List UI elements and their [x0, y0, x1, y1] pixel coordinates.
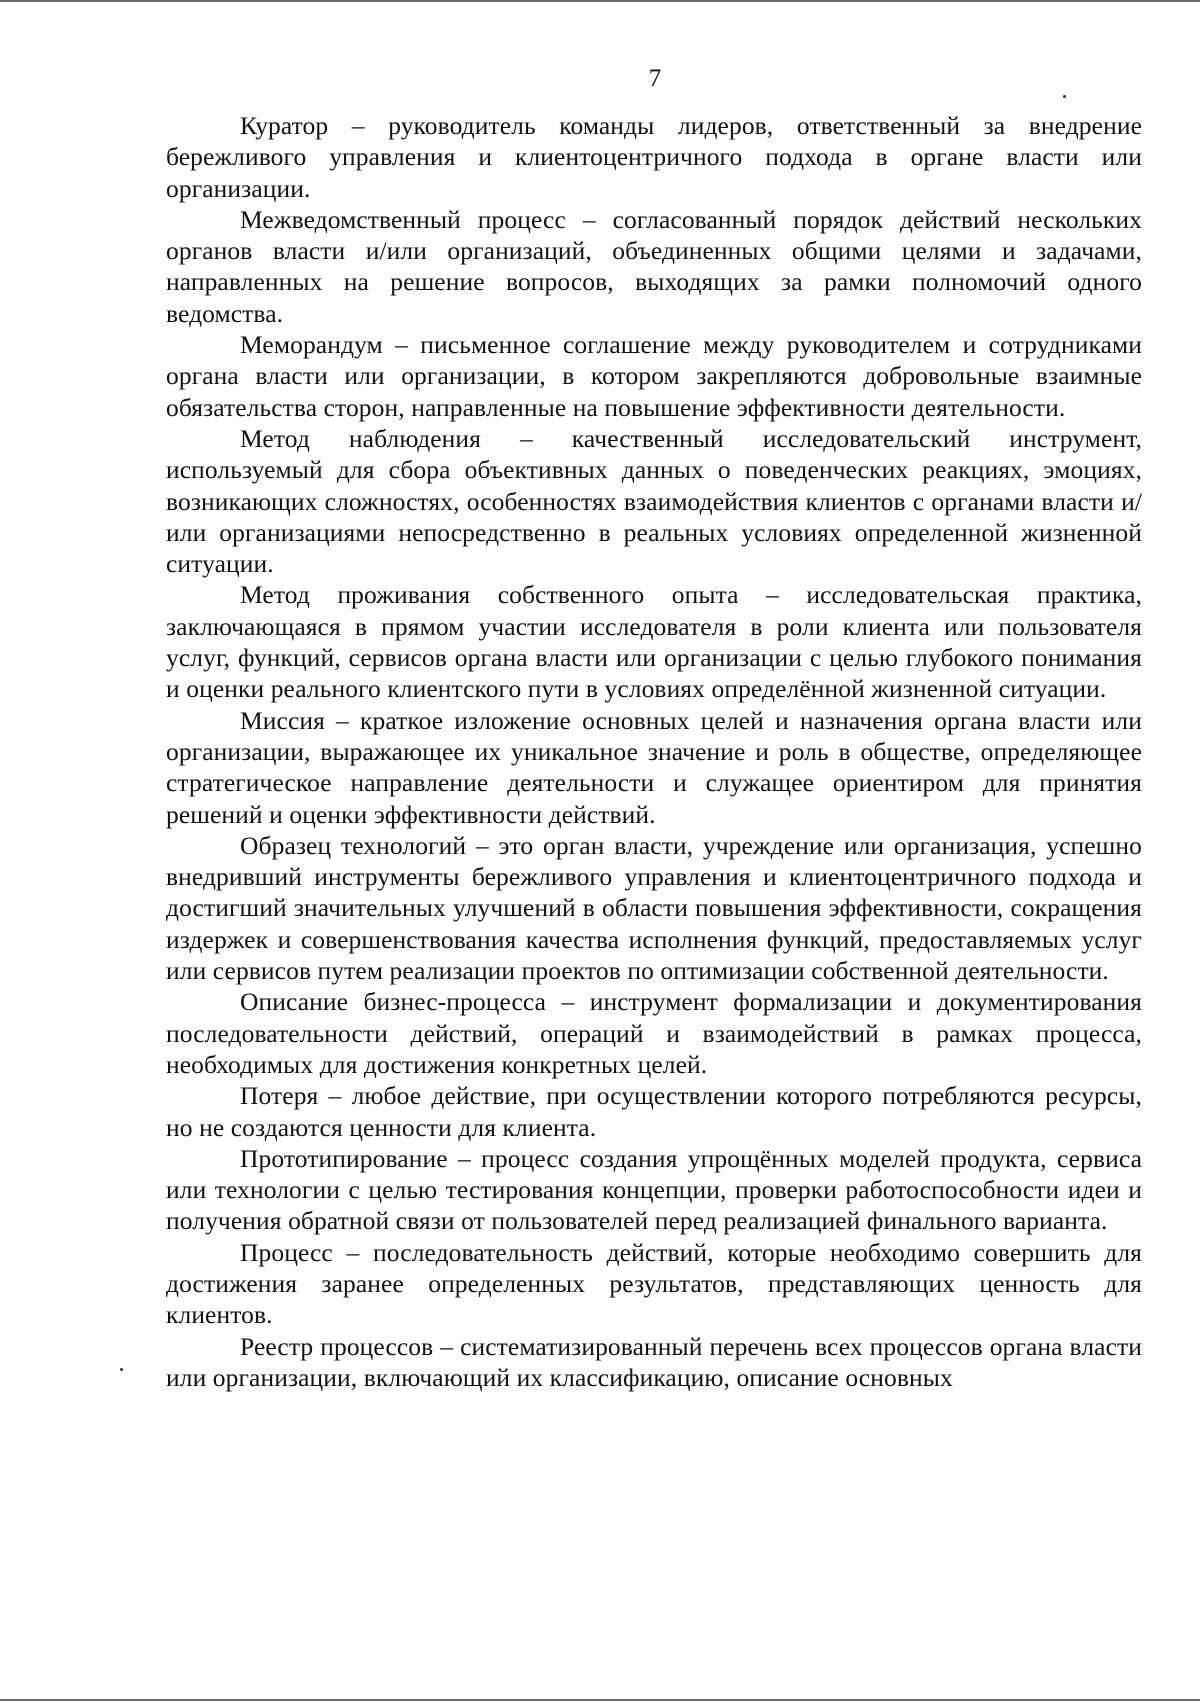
glossary-entry-memorandum: Меморандум – письменное соглашение между руководителем и сотрудниками органа власти или организации, в котором закрепляются добровольные взаимные обязательства сторон, направленные на повышение эффективности деятельности.	[166, 330, 1142, 422]
scan-speck	[120, 1368, 123, 1371]
glossary-entry-prototyping: Прототипирование – процесс создания упрощённых моделей продукта, сервиса или технологии с целью тестирования концепции, проверки работоспособности идеи и получения обратной связи от пользователей перед реализацией финального варианта.	[166, 1143, 1142, 1236]
glossary-entry-technology-model: Образец технологий – это орган власти, учреждение или организация, успешно внедривший инструменты бережливого управления и клиентоцентричного подхода и достигший значительных улучшений в области повышения эффективности, сокращения издержек и совершенствования качества исполнения функций, предоставляемых услуг или сервисов путем реализации проектов по оптимизации собственной деятельности.	[166, 830, 1142, 986]
page-number: 7	[648, 65, 662, 92]
glossary-entry-own-experience-method: Метод проживания собственного опыта – исследовательская практика, заключающаяся в прямом участии исследователя в роли клиента или пользователя услуг, функций, сервисов органа власти или организации с целью глубокого понимания и оценки реального клиентского пути в условиях определённой жизненной ситуации.	[166, 580, 1142, 704]
scan-top-edge	[0, 0, 1200, 2]
glossary-entry-process: Процесс – последовательность действий, которые необходимо совершить для достижения заранее определенных результатов, представляющих ценность для клиентов.	[166, 1237, 1142, 1330]
glossary-entry-mission: Миссия – краткое изложение основных целей и назначения органа власти или организации, выражающее их уникальное значение и роль в обществе, определяющее стратегическое направление деятельности и служащее ориентиром для принятия решений и оценки эффективности действий.	[166, 705, 1142, 829]
scan-bottom-edge	[0, 1699, 1200, 1701]
glossary-text	[166, 110, 1142, 1393]
scan-speck	[1063, 95, 1066, 98]
glossary-entry-curator: Куратор – руководитель команды лидеров, ответственный за внедрение бережливого управления и клиентоцентричного подхода в органе власти или организации.	[166, 111, 1142, 203]
glossary-entry-process-registry: Реестр процессов – систематизированный перечень всех процессов органа власти или организации, включающий их классификацию, описание основных	[166, 1331, 1142, 1392]
glossary-entry-interagency-process: Межведомственный процесс – согласованный порядок действий нескольких органов власти и/или организаций, объединенных общими целями и задачами, направленных на решение вопросов, выходящих за рамки полномочий одного ведомства.	[166, 204, 1142, 328]
glossary-entry-loss: Потеря – любое действие, при осуществлении которого потребляются ресурсы, но не создаются ценности для клиента.	[166, 1081, 1142, 1142]
glossary-entry-observation-method: Метод наблюдения – качественный исследовательский инструмент, используемый для сбора объективных данных о поведенческих реакциях, эмоциях, возникающих сложностях, особенностях взаимодействия клиентов с органами власти и/или организациями непосредственно в реальных условиях определенной жизненной ситуации.	[166, 423, 1142, 579]
glossary-entry-business-process-description: Описание бизнес-процесса – инструмент формализации и документирования последовательности действий, операций и взаимодействий в рамках процесса, необходимых для достижения конкретных целей.	[166, 987, 1142, 1079]
